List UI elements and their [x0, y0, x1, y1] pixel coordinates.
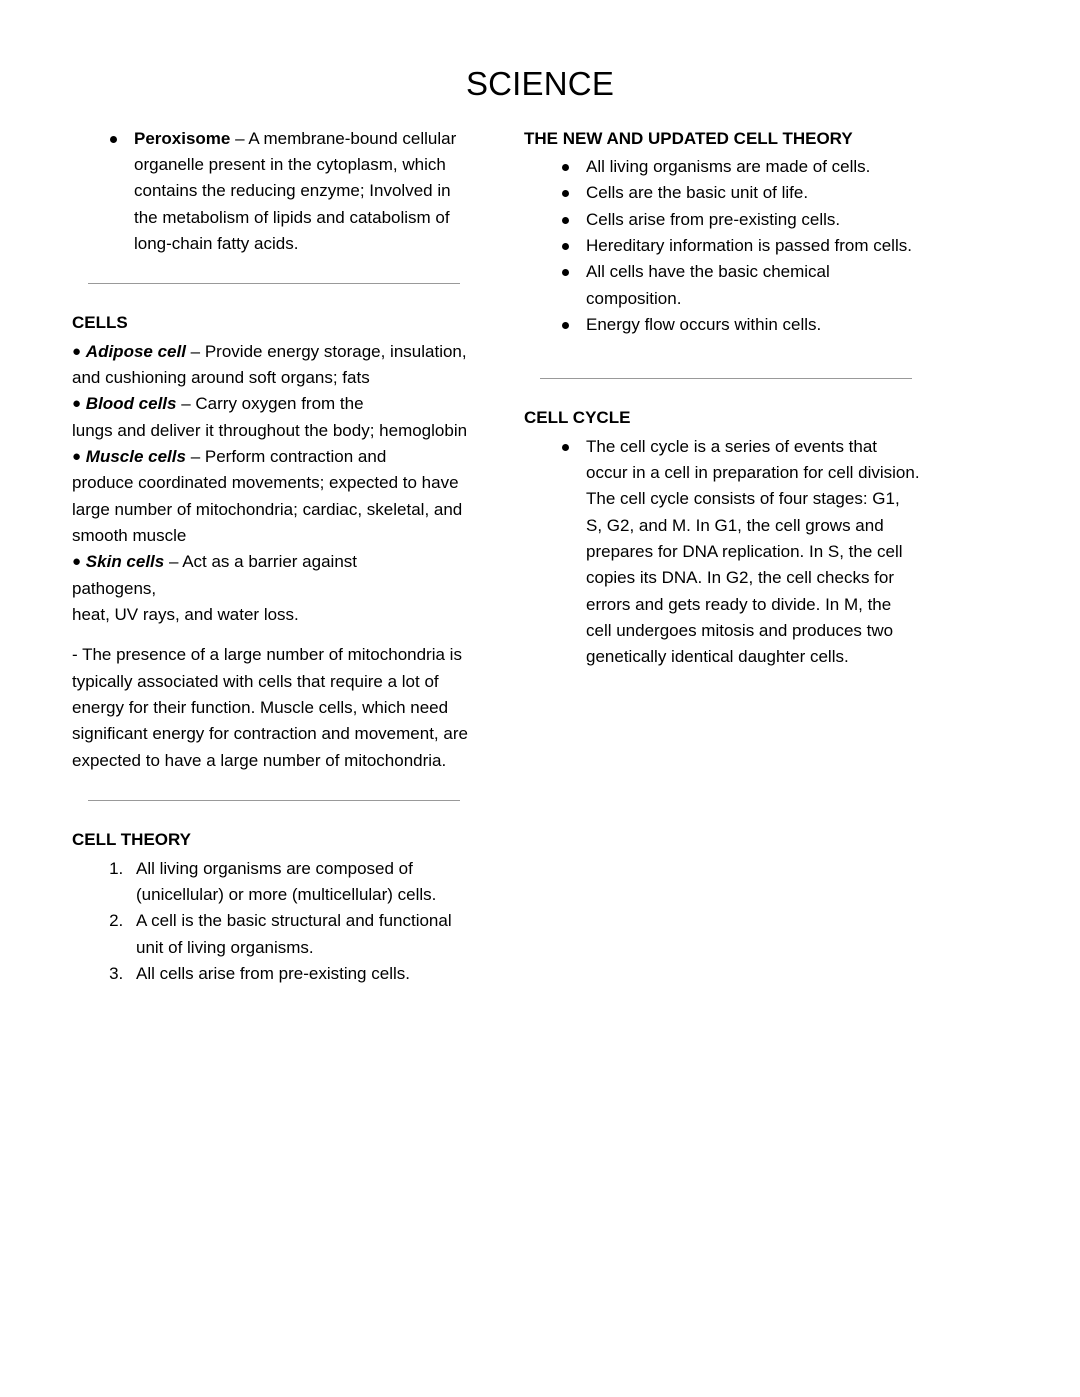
list-item: [100, 126, 468, 258]
skin-cells-entry: [72, 549, 468, 575]
spacer: [72, 257, 468, 283]
list-item: 2. A cell is the basic structural and functional unit of living organisms.: [128, 908, 468, 961]
adipose-cell-continuation: and cushioning around soft organs; fats: [72, 368, 370, 387]
bullet-icon: ●: [72, 448, 82, 466]
heading-cells: CELLS: [72, 313, 128, 333]
blood-cells-entry: [72, 391, 468, 417]
spacer: [524, 379, 920, 405]
list-item: Hereditary information is passed from cells.: [552, 233, 920, 259]
spacer: [72, 774, 468, 800]
blood-cells-continuation: lungs and deliver it throughout the body; hemoglobin: [72, 420, 468, 440]
list-item: Cells are the basic unit of life.: [552, 180, 920, 206]
adipose-cell-text: – Provide energy storage, insulation,: [185, 341, 467, 361]
peroxisome-list: [72, 126, 468, 258]
skin-cells-continuation: pathogens,: [72, 578, 157, 598]
term-peroxisome: Peroxisome: [134, 128, 231, 148]
list-item: The cell cycle is a series of events that occur in a cell in preparation for cell division. The cell cycle consists of four stages: G1, S, G2, and M. In G1, the cell grows and prepares for DNA replication. In S, the cell copies its DNA. In G2, the cell checks for errors and gets ready to divide. In M, the cell undergoes mitosis and produces two genetically identical daughter cells.: [552, 434, 920, 671]
muscle-cells-entry: [72, 444, 468, 470]
term-muscle-cells: Muscle cells: [85, 447, 186, 467]
heading-cell-cycle: CELL CYCLE: [524, 408, 631, 428]
new-cell-theory-list: [524, 154, 920, 338]
muscle-cells-text: – Perform contraction and: [185, 447, 387, 467]
page-title: SCIENCE: [465, 65, 615, 102]
spacer: [524, 338, 920, 378]
spacer: [72, 628, 468, 642]
list-item: All living organisms are made of cells.: [552, 154, 920, 180]
spacer: [72, 801, 468, 827]
bullet-icon: ●: [72, 342, 82, 360]
heading-new-cell-theory: THE NEW AND UPDATED CELL THEORY: [524, 128, 853, 148]
list-item: All cells have the basic chemical composition.: [552, 259, 920, 312]
term-adipose-cell: Adipose cell: [85, 341, 186, 361]
term-blood-cells: Blood cells: [85, 394, 177, 414]
cell-theory-list: [100, 856, 468, 988]
term-skin-cells: Skin cells: [85, 552, 165, 572]
skin-cells-text: – Act as a barrier against: [164, 552, 358, 572]
list-item: Energy flow occurs within cells.: [552, 312, 920, 338]
list-item: 1. All living organisms are composed of (unicellular) or more (multicellular) cells.: [128, 856, 468, 909]
spacer: [72, 284, 468, 310]
bullet-icon: ●: [72, 395, 82, 413]
adipose-cell-entry: [72, 339, 468, 365]
right-column: [524, 126, 920, 671]
heading-cell-theory: CELL THEORY: [72, 830, 192, 850]
muscle-cells-continuation: produce coordinated movements; expected to have large number of mitochondria; cardiac, skeletal, and: [72, 473, 463, 519]
skin-cells-continuation-2: heat, UV rays, and water loss.: [72, 605, 299, 625]
mitochondria-note: - The presence of a large number of mitochondria is typically associated with cells that require a lot of energy for their function. Muscle cells, which need significant energy for contraction and movement, are expected to have a large number of mitochondria.: [72, 645, 468, 770]
blood-cells-text: – Carry oxygen from the: [176, 394, 364, 414]
left-column: [72, 126, 468, 988]
peroxisome-definition: – A membrane-bound cellular organelle present in the cytoplasm, which contains the reducing enzyme; Involved in the metabolism of lipids and catabolism of long-chain fatty acids.: [134, 128, 457, 253]
cell-cycle-list: [524, 434, 920, 671]
bullet-icon: ●: [72, 553, 82, 571]
two-column-body: [72, 126, 1008, 988]
list-item: Cells arise from pre-existing cells.: [552, 207, 920, 233]
list-item: 3. All cells arise from pre-existing cells.: [128, 961, 468, 987]
muscle-cells-continuation-2: smooth muscle: [72, 526, 187, 546]
